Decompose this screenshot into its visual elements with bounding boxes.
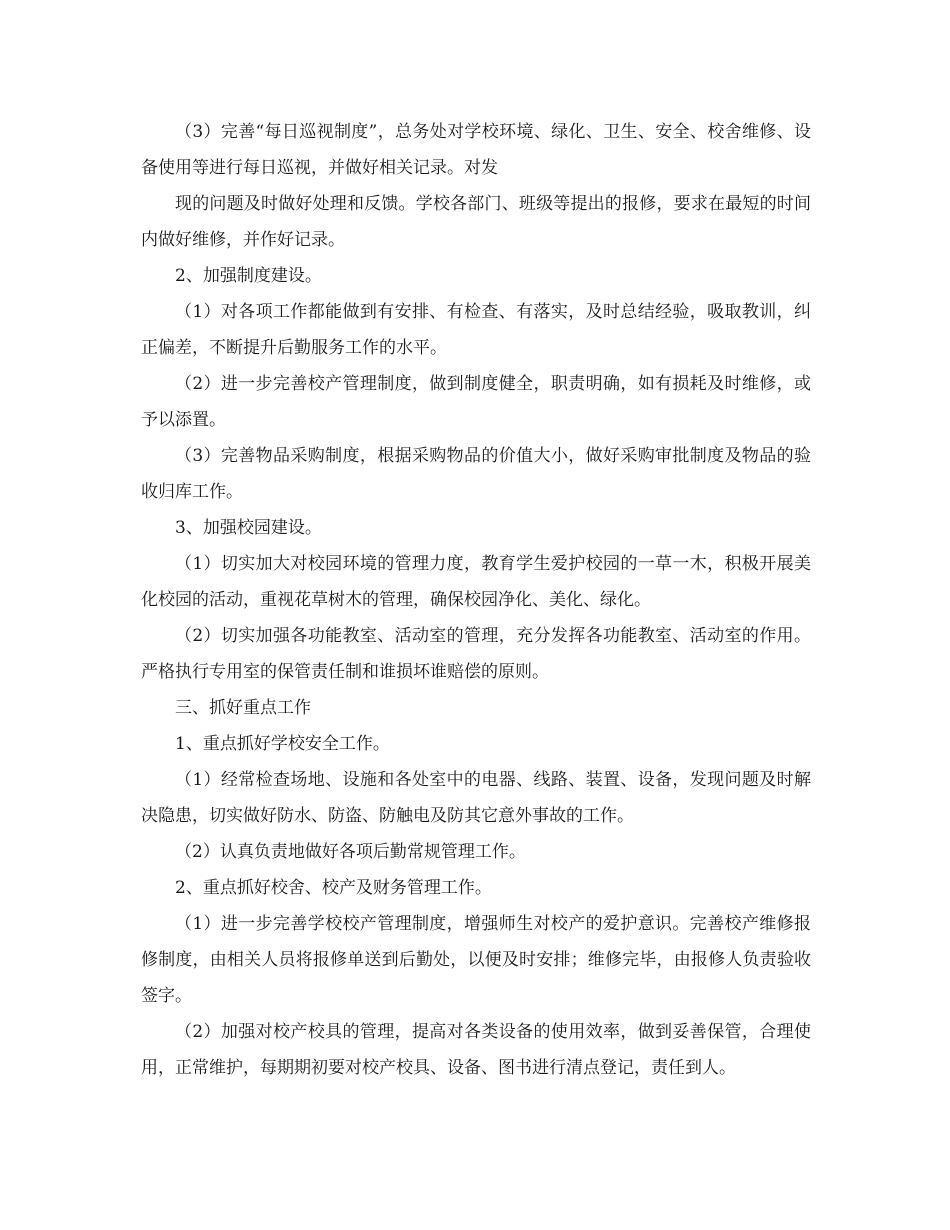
- paragraph-4: （1）对各项工作都能做到有安排、有检查、有落实，及时总结经验，吸取教训，纠正偏差，不断提升后勤服务工作的水平。: [141, 302, 811, 358]
- paragraph-7: 3、加强校园建设。: [175, 518, 322, 538]
- paragraph-13: （2）认真负责地做好各项后勤常规管理工作。: [175, 842, 526, 862]
- document-body: [141, 114, 811, 1086]
- paragraph-2: 现的问题及时做好处理和反馈。学校各部门、班级等提出的报修，要求在最短的时间内做好维修，并作好记录。: [141, 194, 811, 250]
- paragraph-9: （2）切实加强各功能教室、活动室的管理，充分发挥各功能教室、活动室的作用。严格执行专用室的保管责任制和谁损坏谁赔偿的原则。: [141, 626, 811, 682]
- paragraph-14: 2、重点抓好校舍、校产及财务管理工作。: [175, 878, 492, 898]
- paragraph-15: （1）进一步完善学校校产管理制度，增强师生对校产的爱护意识。完善校产维修报修制度，由相关人员将报修单送到后勤处，以便及时安排；维修完毕，由报修人负责验收签字。: [141, 914, 811, 1006]
- section-heading: 三、抓好重点工作: [175, 698, 311, 718]
- paragraph-16: （2）加强对校产校具的管理，提高对各类设备的使用效率，做到妥善保管，合理使用，正常维护，每期期初要对校产校具、设备、图书进行清点登记，责任到人。: [141, 1022, 811, 1078]
- paragraph-5: （2）进一步完善校产管理制度，做到制度健全，职责明确，如有损耗及时维修，或予以添置。: [141, 374, 811, 430]
- paragraph-12: （1）经常检查场地、设施和各处室中的电器、线路、装置、设备，发现问题及时解决隐患，切实做好防水、防盗、防触电及防其它意外事故的工作。: [141, 770, 811, 826]
- paragraph-3: 2、加强制度建设。: [175, 266, 322, 286]
- paragraph-1: （3）完善“每日巡视制度”，总务处对学校环境、绿化、卫生、安全、校舍维修、设备使用等进行每日巡视，并做好相关记录。对发: [141, 122, 811, 178]
- paragraph-6: （3）完善物品采购制度，根据采购物品的价值大小，做好采购审批制度及物品的验收归库工作。: [141, 446, 811, 502]
- paragraph-11: 1、重点抓好学校安全工作。: [175, 734, 390, 754]
- paragraph-8: （1）切实加大对校园环境的管理力度，教育学生爱护校园的一草一木，积极开展美化校园的活动，重视花草树木的管理，确保校园净化、美化、绿化。: [141, 554, 811, 610]
